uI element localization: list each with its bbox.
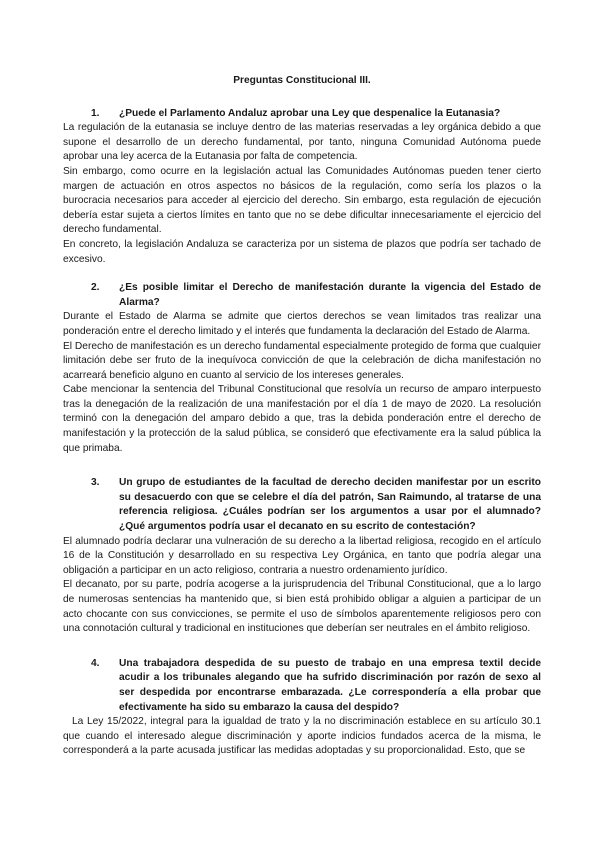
question-text: ¿Puede el Parlamento Andaluz aprobar una Ley que despenalice la Eutanasia? <box>119 107 501 119</box>
section-2 <box>63 281 541 456</box>
document-title: Preguntas Constitucional III. <box>233 75 371 86</box>
answer-paragraph: La regulación de la eutanasia se incluye dentro de las materias reservadas a ley orgánica debido a que supone el desarrollo de un derecho fundamental, por tanto, ninguna Comunidad Autónoma puede aprobar una ley acerca de la Eutanasia por falta de competencia. <box>63 122 541 163</box>
answer-paragraph: Durante el Estado de Alarma se admite que ciertos derechos se vean limitados tras realizar una ponderación entre el derecho limitado y el interés que fundamenta la declaración del Estado de Alarma. <box>63 311 541 337</box>
answer-paragraph: La Ley 15/2022, integral para la igualdad de trato y la no discriminación establece en su artículo 30.1 que cuando el interesado alegue discriminación y aporte indicios fundados acerca de la misma, le corresponderá a la parte acusada justificar las medidas adoptadas y su proporcionalidad. Esto, que se <box>63 716 541 757</box>
question-number: 4. <box>91 657 100 669</box>
answer-paragraph: El alumnado podría declarar una vulneración de su derecho a la libertad religiosa, recogido en el artículo 16 de la Constitución y desarrollado en su respectiva Ley Orgánica, en tanto que podría alegar una obligación a participar en un acto religioso, contraria a nuestro ordenamiento jurídico. <box>63 535 541 576</box>
question-text: ¿Es posible limitar el Derecho de manifestación durante la vigencia del Estado de Alarma? <box>119 282 541 308</box>
answer-paragraph: El Derecho de manifestación es un derecho fundamental especialmente protegido de forma que cualquier limitación debe ser fruto de la inequívoca convicción de que la celebración de dicha manifestación no acarreará beneficio alguno en cuanto al servicio de los intereses generales. <box>63 340 541 381</box>
section-4 <box>63 657 541 759</box>
question-3 <box>63 476 541 534</box>
question-2 <box>63 281 541 310</box>
answer-paragraph: Sin embargo, como ocurre en la legislación actual las Comunidades Autónomas pueden tener cierto margen de actuación en otros aspectos no básicos de la regulación, como sería los plazos o la burocracia necesarios para acceder al ejercicio del derecho. Sin embargo, esta regulación de ejecución debería estar sujeta a ciertos límites en tanto que no se debe dificultar innecesariamente el ejercicio del derecho fundamental. <box>63 165 541 236</box>
question-number: 1. <box>91 107 100 119</box>
question-text: Una trabajadora despedida de su puesto de trabajo en una empresa textil decide acudir a los tribunales alegando que ha sufrido discriminación por razón de sexo al ser despedida por encontrarse embarazada. ¿Le correspondería a ella probar que efectivamente ha sido su embarazo la causa del despido? <box>119 657 541 713</box>
document-content <box>63 74 541 759</box>
answer-paragraph: En concreto, la legislación Andaluza se caracteriza por un sistema de plazos que podría ser tachado de excesivo. <box>63 238 541 265</box>
answer-paragraph: Cabe mencionar la sentencia del Tribunal Constitucional que resolvía un recurso de amparo interpuesto tras la denegación de la realización de una manifestación por el día 1 de mayo de 2020. La resolución terminó con la denegación del amparo debido a que, tras la debida ponderación entre el derecho de manifestación y la protección de la salud pública, se consideró que efectivamente era la salud pública la que primaba. <box>63 384 541 454</box>
answer-paragraph: El decanato, por su parte, podría acogerse a la jurisprudencia del Tribunal Constitucional, que a lo largo de numerosas sentencias ha mantenido que, si bien está prohibido obligar a alguien a participar de un acto chocante con sus convicciones, se permite el uso de símbolos aparentemente religiosos pero con una connotación cultural y tradicional en instituciones que deberían ser neutrales en el ámbito religioso. <box>63 579 541 635</box>
section-1 <box>63 107 541 268</box>
question-number: 2. <box>91 282 100 294</box>
question-number: 3. <box>91 477 100 489</box>
question-text: Un grupo de estudiantes de la facultad de derecho deciden manifestar por un escrito su desacuerdo con que se celebre el día del patrón, San Raimundo, al tratarse de una referencia religiosa. ¿Cuáles podrían ser los argumentos a usar por el alumnado?¿Qué argumentos podría usar el decanato en su escrito de contestación? <box>119 477 541 533</box>
question-1 <box>63 107 541 122</box>
question-4 <box>63 657 541 715</box>
section-3 <box>63 476 541 637</box>
